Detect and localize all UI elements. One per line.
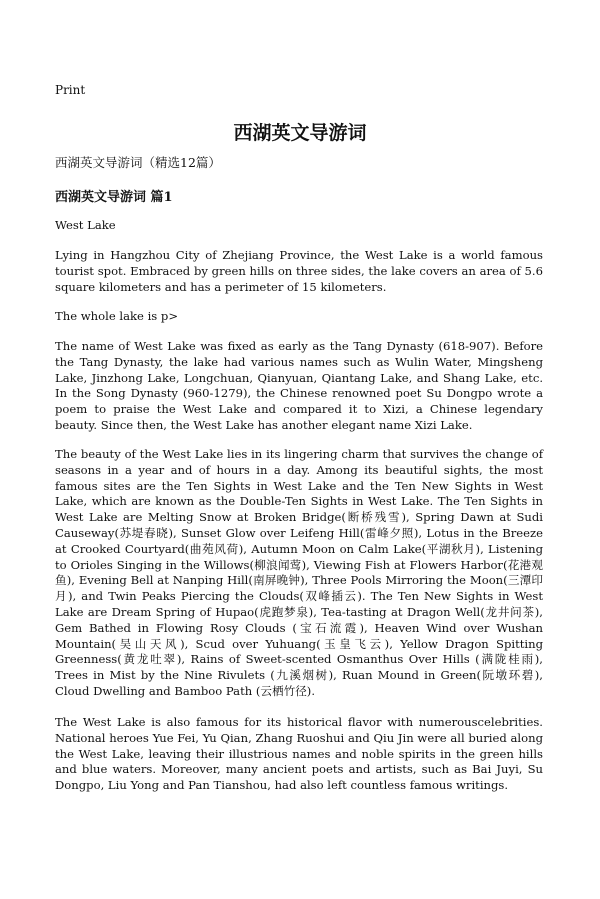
print-label: Print: [55, 83, 86, 97]
paragraph-history: The name of West Lake was fixed as early as the Tang Dynasty (618-907). Before the Tang Dynasty, the lake had various names such as Wulin Water, Mingsheng Lake, Jinzhong Lake, Longchuan, Qianyuan, Qiantang Lake, and Shang Lake, etc. In the Song Dynasty (960-1279), the Chinese renowned poet Su Dongpo wrote a poem to praise the West Lake and compared it to Xizi, a Chinese legendary beauty. Since then, the West Lake has another elegant name Xizi Lake.: [55, 339, 543, 432]
document-title: 西湖英文导游词: [233, 122, 367, 144]
paragraph-heroes: The West Lake is also famous for its historical flavor with numerouscelebrities. National heroes Yue Fei, Yu Qian, Zhang Ruoshui and Qiu Jin were all buried along the West Lake, leaving their illustrious names and noble spirits in the green hills and blue waters. Moreover, many ancient poets and artists, such as Bai Juyi, Su Dongpo, Liu Yong and Pan Tianshou, had also left countless famous writings.: [55, 715, 543, 793]
document-subtitle: 西湖英文导游词（精选12篇）: [55, 155, 221, 170]
paragraph-sights: The beauty of the West Lake lies in its lingering charm that survives the change of seasons in a year and of hours in a day. Among its beautiful sights, the most famous sites are the Ten Sights in West Lake and the Ten New Sights in West Lake, which are known as the Double-Ten Sights in West Lake. The Ten Sights in West Lake are Melting Snow at Broken Bridge(断桥残雪), Spring Dawn at Sudi Causeway(苏堤春晓), Sunset Glow over Leifeng Hill(雷峰夕照), Lotus in the Breeze at Crooked Courtyard(曲苑风荷), Autumn Moon on Calm Lake(平湖秋月), Listening to Orioles Singing in the Willows(柳浪闻莺), Viewing Fish at Flowers Harbor(花港观鱼), Evening Bell at Nanping Hill(南屏晚钟), Three Pools Mirroring the Moon(三潭印月), and Twin Peaks Piercing the Clouds(双峰插云). The Ten New Sights in West Lake are Dream Spring of Hupao(虎跑梦泉), Tea-tasting at Dragon Well(龙井问茶), Gem Bathed in Flowing Rosy Clouds (宝石流霞), Heaven Wind over Wushan Mountain(吴山天风), Scud over Yuhuang(玉皇飞云), Yellow Dragon Spitting Greenness(黄龙吐翠), Rains of Sweet-scented Osmanthus Over Hills (满陇桂雨), Trees in Mist by the Nine Rivulets (九溪烟树), Ruan Mound in Green(阮墩环碧), Cloud Dwelling and Bamboo Path (云栖竹径).: [55, 447, 543, 698]
paragraph-intro: Lying in Hangzhou City of Zhejiang Province, the West Lake is a world famous tourist spot. Embraced by green hills on three sides, the lake covers an area of 5.6 square kilometers and has a perimeter of 15 kilometers.: [55, 248, 543, 294]
section-heading: 西湖英文导游词 篇1: [55, 190, 173, 205]
paragraph-whole-lake: The whole lake is p>: [55, 309, 179, 323]
paragraph-west-lake: West Lake: [55, 218, 116, 232]
